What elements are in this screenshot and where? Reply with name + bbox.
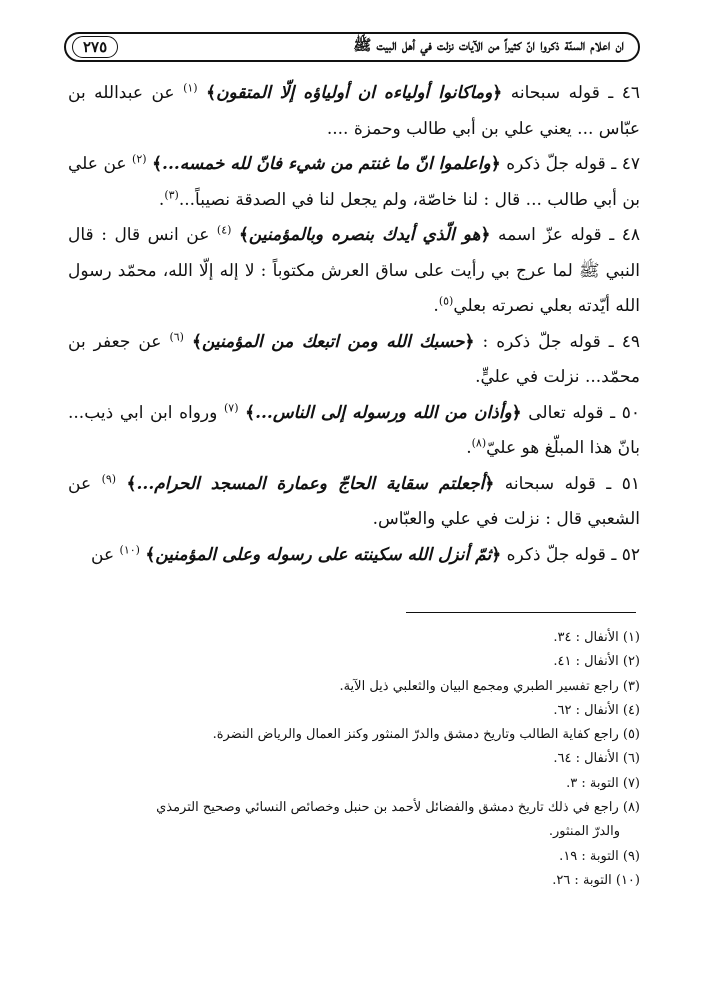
- footnote-ref: (٤): [216, 223, 232, 237]
- footnote-divider: [406, 612, 636, 613]
- paragraph-49: [68, 325, 640, 396]
- footnotes: [64, 626, 640, 893]
- quote-open-bracket: ﴿: [484, 473, 495, 494]
- footnote-ref: (٧): [223, 400, 239, 414]
- quote-close-bracket: ﴾: [152, 154, 163, 174]
- quran-quote: وماكانوا أولياءه ان أولياؤه إلّا المتقون: [216, 83, 493, 103]
- footnote: (٦) الأنفال : ٦٤.: [553, 751, 640, 767]
- paragraph-lead: ٥١ ـ قوله سبحانه: [504, 473, 640, 494]
- footnote: (٥) راجع كفاية الطالب وتاريخ دمشق والدرّ المنثور وكنز العمال والرياض النضرة.: [212, 727, 640, 743]
- quran-quote: هو الّذي أيدك بنصره وبالمؤمنين: [248, 225, 481, 245]
- paragraph-52: [68, 538, 640, 574]
- footnote-ref: (٦): [169, 329, 184, 343]
- footnote-ref: (٢): [132, 152, 147, 166]
- quote-open-bracket: ﴿: [480, 225, 491, 245]
- footnote: (٤) الأنفال : ٦٢.: [553, 702, 640, 718]
- footnote: (١٠) التوبة : ٢٦.: [552, 872, 640, 888]
- paragraph-lead: ٥٢ ـ قوله جلّ ذكره: [506, 544, 640, 565]
- paragraph-tail: عن الشعبي قال : نزلت في علي والعبّاس.: [68, 473, 640, 529]
- paragraph-48: [68, 218, 640, 325]
- footnote: (٨) راجع في ذلك تاريخ دمشق والفضائل لأحمد بن حنبل وخصائص النسائي وصحيح الترمذي: [156, 800, 640, 816]
- paragraph-tail: عن جعفر بن محمّد... نزلت في عليٍّ.: [68, 331, 640, 387]
- quote-close-bracket: ﴾: [126, 473, 137, 494]
- quote-close-bracket: ﴾: [238, 225, 249, 245]
- quote-close-bracket: ﴾: [145, 544, 156, 565]
- paragraph-end: .: [433, 296, 439, 316]
- quote-close-bracket: ﴾: [245, 402, 256, 423]
- quote-open-bracket: ﴿: [511, 402, 522, 423]
- page-header: [64, 32, 640, 62]
- paragraph-lead: ٥٠ ـ قوله تعالى: [528, 402, 641, 423]
- paragraph-51: [68, 467, 640, 538]
- quran-quote: حسبك الله ومن اتبعك من المؤمنين: [201, 331, 465, 352]
- paragraph-lead: ٤٧ ـ قوله جلّ ذكره: [506, 154, 641, 174]
- paragraph-lead: ٤٨ ـ قوله عزّ اسمه: [497, 225, 640, 245]
- footnote-ref: (٥): [438, 294, 454, 308]
- footnote-ref: (١٠): [119, 542, 140, 556]
- footnote-ref: (٣): [164, 187, 179, 201]
- quran-quote: واعلموا انّ ما غنتم من شيء فانّ لله خمسه...: [162, 154, 491, 174]
- paragraph-47: [68, 147, 640, 218]
- page-number: ٢٧٥: [72, 36, 118, 58]
- paragraph-lead: ٤٩ ـ قوله جلّ ذكره :: [482, 331, 641, 352]
- quote-open-bracket: ﴿: [490, 154, 501, 174]
- paragraph-lead: ٤٦ ـ قوله سبحانه: [510, 83, 641, 103]
- footnote-continuation: والدرّ المنثور.: [548, 824, 620, 840]
- quran-quote: أجعلتم سقاية الحاجّ وعمارة المسجد الحرام...: [136, 473, 485, 494]
- footnote: (١) الأنفال : ٣٤.: [553, 630, 640, 645]
- quote-open-bracket: ﴿: [492, 83, 503, 103]
- footnote: (٢) الأنفال : ٤١.: [553, 654, 640, 670]
- running-title: ان اعلام السنّة ذكروا انّ كثيراً من الآيات نزلت في أهل البيت ﷺ: [353, 36, 624, 54]
- paragraph-end: .: [466, 438, 472, 458]
- footnote-ref: (٩): [101, 471, 117, 485]
- quote-open-bracket: ﴿: [491, 544, 502, 565]
- paragraph-46: [68, 76, 640, 147]
- footnote: (٣) راجع تفسير الطبري ومجمع البيان والثعلبي ذيل الآية.: [339, 678, 640, 694]
- quote-close-bracket: ﴾: [206, 83, 217, 103]
- footnote-ref: (١): [183, 81, 198, 95]
- quran-quote: ثمّ أنزل الله سكينته على رسوله وعلى المؤمنين: [155, 544, 492, 565]
- paragraph-tail: عن عبدالله بن عبّاس ... يعني علي بن أبي طالب وحمزة ....: [68, 83, 640, 139]
- footnote-ref: (٨): [471, 436, 487, 450]
- paragraph-tail: عن: [91, 544, 115, 565]
- footnote: (٩) التوبة : ١٩.: [559, 848, 640, 864]
- paragraph-end: .: [158, 189, 165, 210]
- paragraph-tail: ورواه ابن ابي ذيب... بانّ هذا المبلّغ هو عليّ: [68, 402, 640, 458]
- main-text: [68, 76, 640, 573]
- quote-close-bracket: ﴾: [191, 331, 202, 352]
- paragraph-tail: عن علي بن أبي طالب ... قال : لنا خاصّة، ولم يجعل لنا في الصدقة نصيباً...: [68, 154, 640, 210]
- paragraph-50: [68, 396, 640, 467]
- quote-open-bracket: ﴿: [464, 331, 475, 352]
- paragraph-tail: عن انس قال : قال النبي ﷺ لما عرج بي رأيت على ساق العرش مكتوباً : لا إله إلّا الله، محمّد رسول الله أيّدته بعلي نصرته بعلي: [68, 225, 640, 316]
- quran-quote: وأذان من الله ورسوله إلى الناس...: [255, 402, 512, 423]
- footnote: (٧) التوبة : ٣.: [566, 775, 640, 791]
